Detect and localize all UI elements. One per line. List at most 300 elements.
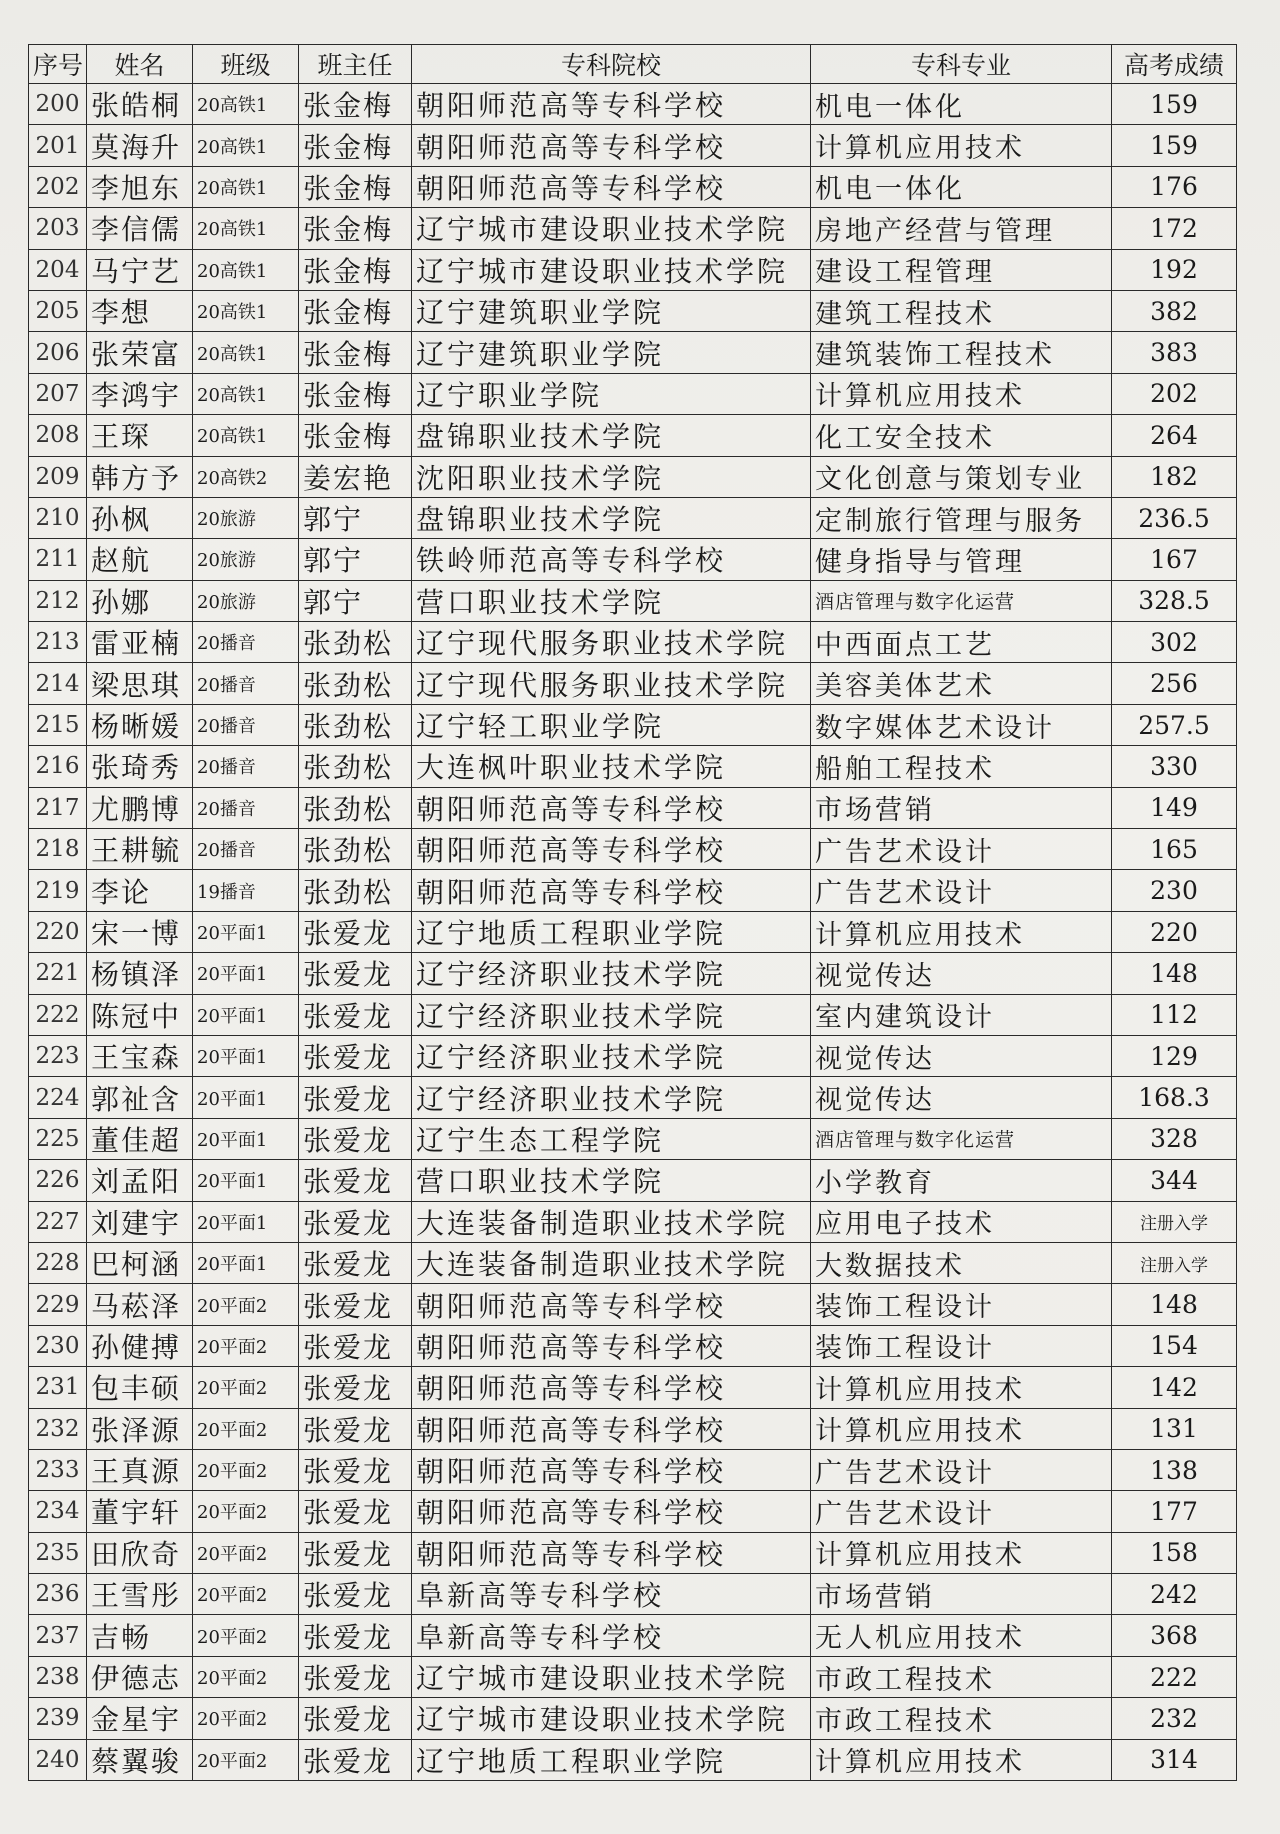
row-major: 无人机应用技术 xyxy=(811,1615,1112,1656)
row-school: 辽宁建筑职业学院 xyxy=(412,290,811,331)
row-class: 20高铁1 xyxy=(193,290,299,331)
row-major: 计算机应用技术 xyxy=(811,1408,1112,1449)
row-score: 328 xyxy=(1112,1118,1237,1159)
table-body xyxy=(29,84,1237,1781)
row-major: 定制旅行管理与服务 xyxy=(811,497,1112,538)
row-teacher: 张金梅 xyxy=(299,290,412,331)
row-class: 20平面1 xyxy=(193,1077,299,1118)
row-score: 168.3 xyxy=(1112,1077,1237,1118)
row-school: 盘锦职业技术学院 xyxy=(412,497,811,538)
row-name: 梁思琪 xyxy=(87,663,193,704)
row-school: 大连装备制造职业技术学院 xyxy=(412,1242,811,1283)
row-class: 20平面1 xyxy=(193,911,299,952)
row-class: 20高铁1 xyxy=(193,84,299,125)
row-score: 264 xyxy=(1112,415,1237,456)
row-teacher: 张劲松 xyxy=(299,622,412,663)
row-name: 张皓桐 xyxy=(87,84,193,125)
row-major: 船舶工程技术 xyxy=(811,746,1112,787)
row-major: 建筑工程技术 xyxy=(811,290,1112,331)
row-score: 167 xyxy=(1112,539,1237,580)
row-class: 20平面1 xyxy=(193,1160,299,1201)
row-score: 257.5 xyxy=(1112,704,1237,745)
row-name: 张泽源 xyxy=(87,1408,193,1449)
row-school: 朝阳师范高等专科学校 xyxy=(412,1367,811,1408)
row-major: 广告艺术设计 xyxy=(811,1491,1112,1532)
row-seq: 232 xyxy=(29,1408,87,1449)
row-class: 20高铁1 xyxy=(193,208,299,249)
row-seq: 213 xyxy=(29,622,87,663)
row-seq: 217 xyxy=(29,787,87,828)
row-class: 20高铁1 xyxy=(193,249,299,290)
row-class: 20平面2 xyxy=(193,1408,299,1449)
row-name: 李信儒 xyxy=(87,208,193,249)
row-seq: 214 xyxy=(29,663,87,704)
row-score: 129 xyxy=(1112,1035,1237,1076)
table-row xyxy=(29,870,1237,911)
table-row xyxy=(29,1574,1237,1615)
table-row xyxy=(29,1035,1237,1076)
row-score: 202 xyxy=(1112,373,1237,414)
row-school: 朝阳师范高等专科学校 xyxy=(412,829,811,870)
row-major: 计算机应用技术 xyxy=(811,911,1112,952)
row-school: 辽宁城市建设职业技术学院 xyxy=(412,249,811,290)
row-class: 20平面1 xyxy=(193,1035,299,1076)
row-score: 328.5 xyxy=(1112,580,1237,621)
row-class: 20平面2 xyxy=(193,1449,299,1490)
row-major: 中西面点工艺 xyxy=(811,622,1112,663)
row-school: 辽宁城市建设职业技术学院 xyxy=(412,1656,811,1697)
row-name: 莫海升 xyxy=(87,125,193,166)
table-row xyxy=(29,953,1237,994)
row-major: 机电一体化 xyxy=(811,166,1112,207)
row-teacher: 张爱龙 xyxy=(299,1449,412,1490)
row-score: 148 xyxy=(1112,953,1237,994)
row-major: 视觉传达 xyxy=(811,1035,1112,1076)
row-teacher: 张爱龙 xyxy=(299,1284,412,1325)
row-score: 148 xyxy=(1112,1284,1237,1325)
row-class: 20播音 xyxy=(193,746,299,787)
row-teacher: 张爱龙 xyxy=(299,1201,412,1242)
row-score: 314 xyxy=(1112,1739,1237,1780)
row-class: 20平面2 xyxy=(193,1739,299,1780)
row-score: 383 xyxy=(1112,332,1237,373)
row-seq: 200 xyxy=(29,84,87,125)
table-row xyxy=(29,1242,1237,1283)
row-class: 20平面2 xyxy=(193,1656,299,1697)
row-name: 雷亚楠 xyxy=(87,622,193,663)
row-name: 吉畅 xyxy=(87,1615,193,1656)
row-class: 20播音 xyxy=(193,704,299,745)
row-score: 176 xyxy=(1112,166,1237,207)
row-major: 酒店管理与数字化运营 xyxy=(811,1118,1112,1159)
row-school: 阜新高等专科学校 xyxy=(412,1574,811,1615)
row-teacher: 张劲松 xyxy=(299,787,412,828)
row-major: 市场营销 xyxy=(811,1574,1112,1615)
row-school: 辽宁地质工程职业学院 xyxy=(412,1739,811,1780)
row-score: 165 xyxy=(1112,829,1237,870)
row-class: 20平面1 xyxy=(193,994,299,1035)
row-school: 阜新高等专科学校 xyxy=(412,1615,811,1656)
table-row xyxy=(29,1325,1237,1366)
table-row xyxy=(29,829,1237,870)
row-major: 计算机应用技术 xyxy=(811,1367,1112,1408)
row-school: 朝阳师范高等专科学校 xyxy=(412,870,811,911)
row-score: 138 xyxy=(1112,1449,1237,1490)
row-seq: 209 xyxy=(29,456,87,497)
row-major: 广告艺术设计 xyxy=(811,829,1112,870)
row-school: 朝阳师范高等专科学校 xyxy=(412,84,811,125)
row-name: 王琛 xyxy=(87,415,193,456)
row-seq: 219 xyxy=(29,870,87,911)
row-school: 辽宁生态工程学院 xyxy=(412,1118,811,1159)
row-seq: 238 xyxy=(29,1656,87,1697)
row-teacher: 张爱龙 xyxy=(299,1615,412,1656)
row-seq: 228 xyxy=(29,1242,87,1283)
row-class: 19播音 xyxy=(193,870,299,911)
row-major: 健身指导与管理 xyxy=(811,539,1112,580)
row-class: 20播音 xyxy=(193,787,299,828)
row-name: 金星宇 xyxy=(87,1698,193,1739)
row-school: 朝阳师范高等专科学校 xyxy=(412,1284,811,1325)
row-seq: 211 xyxy=(29,539,87,580)
row-school: 辽宁现代服务职业技术学院 xyxy=(412,622,811,663)
row-teacher: 张金梅 xyxy=(299,84,412,125)
row-teacher: 姜宏艳 xyxy=(299,456,412,497)
row-score: 382 xyxy=(1112,290,1237,331)
table-row xyxy=(29,249,1237,290)
row-school: 沈阳职业技术学院 xyxy=(412,456,811,497)
row-score: 177 xyxy=(1112,1491,1237,1532)
row-school: 营口职业技术学院 xyxy=(412,580,811,621)
row-major: 计算机应用技术 xyxy=(811,125,1112,166)
row-major: 化工安全技术 xyxy=(811,415,1112,456)
row-school: 朝阳师范高等专科学校 xyxy=(412,787,811,828)
row-class: 20高铁1 xyxy=(193,332,299,373)
row-teacher: 张爱龙 xyxy=(299,1739,412,1780)
row-major: 市场营销 xyxy=(811,787,1112,828)
row-teacher: 张金梅 xyxy=(299,373,412,414)
row-name: 杨晰媛 xyxy=(87,704,193,745)
row-major: 数字媒体艺术设计 xyxy=(811,704,1112,745)
row-name: 孙健搏 xyxy=(87,1325,193,1366)
row-seq: 233 xyxy=(29,1449,87,1490)
row-score: 192 xyxy=(1112,249,1237,290)
row-school: 盘锦职业技术学院 xyxy=(412,415,811,456)
row-school: 辽宁职业学院 xyxy=(412,373,811,414)
row-teacher: 张爱龙 xyxy=(299,1574,412,1615)
row-name: 马菘泽 xyxy=(87,1284,193,1325)
header-score: 高考成绩 xyxy=(1112,45,1237,84)
row-name: 郭祉含 xyxy=(87,1077,193,1118)
row-class: 20平面2 xyxy=(193,1532,299,1573)
row-score: 159 xyxy=(1112,84,1237,125)
table-row xyxy=(29,208,1237,249)
table-row xyxy=(29,125,1237,166)
row-teacher: 郭宁 xyxy=(299,497,412,538)
row-score: 368 xyxy=(1112,1615,1237,1656)
header-major: 专科专业 xyxy=(811,45,1112,84)
row-school: 辽宁建筑职业学院 xyxy=(412,332,811,373)
row-major: 美容美体艺术 xyxy=(811,663,1112,704)
row-teacher: 张爱龙 xyxy=(299,1160,412,1201)
row-name: 董宇轩 xyxy=(87,1491,193,1532)
row-name: 李想 xyxy=(87,290,193,331)
table-row xyxy=(29,580,1237,621)
row-teacher: 郭宁 xyxy=(299,539,412,580)
header-school: 专科院校 xyxy=(412,45,811,84)
row-class: 20播音 xyxy=(193,622,299,663)
row-school: 辽宁现代服务职业技术学院 xyxy=(412,663,811,704)
row-major: 视觉传达 xyxy=(811,953,1112,994)
row-seq: 218 xyxy=(29,829,87,870)
row-seq: 227 xyxy=(29,1201,87,1242)
table-row xyxy=(29,84,1237,125)
row-major: 广告艺术设计 xyxy=(811,1449,1112,1490)
table-row xyxy=(29,1201,1237,1242)
row-class: 20平面2 xyxy=(193,1325,299,1366)
table-row xyxy=(29,1449,1237,1490)
row-score: 158 xyxy=(1112,1532,1237,1573)
table-row xyxy=(29,1739,1237,1780)
table-row xyxy=(29,1284,1237,1325)
row-school: 朝阳师范高等专科学校 xyxy=(412,1491,811,1532)
row-school: 铁岭师范高等专科学校 xyxy=(412,539,811,580)
table-row xyxy=(29,911,1237,952)
row-name: 杨镇泽 xyxy=(87,953,193,994)
row-seq: 225 xyxy=(29,1118,87,1159)
table-row xyxy=(29,373,1237,414)
row-teacher: 张劲松 xyxy=(299,704,412,745)
row-major: 室内建筑设计 xyxy=(811,994,1112,1035)
table-row xyxy=(29,1532,1237,1573)
row-school: 朝阳师范高等专科学校 xyxy=(412,1325,811,1366)
row-seq: 235 xyxy=(29,1532,87,1573)
row-class: 20平面2 xyxy=(193,1615,299,1656)
row-seq: 206 xyxy=(29,332,87,373)
row-seq: 222 xyxy=(29,994,87,1035)
row-teacher: 张劲松 xyxy=(299,663,412,704)
row-major: 市政工程技术 xyxy=(811,1656,1112,1697)
table-row xyxy=(29,1491,1237,1532)
row-name: 董佳超 xyxy=(87,1118,193,1159)
row-major: 建筑装饰工程技术 xyxy=(811,332,1112,373)
row-name: 孙枫 xyxy=(87,497,193,538)
row-teacher: 张爱龙 xyxy=(299,1325,412,1366)
row-class: 20平面1 xyxy=(193,1201,299,1242)
row-name: 包丰硕 xyxy=(87,1367,193,1408)
row-name: 巴柯涵 xyxy=(87,1242,193,1283)
table-row xyxy=(29,1367,1237,1408)
row-name: 张琦秀 xyxy=(87,746,193,787)
row-seq: 201 xyxy=(29,125,87,166)
row-name: 陈冠中 xyxy=(87,994,193,1035)
row-major: 酒店管理与数字化运营 xyxy=(811,580,1112,621)
row-name: 尤鹏博 xyxy=(87,787,193,828)
table-row xyxy=(29,1077,1237,1118)
row-teacher: 张劲松 xyxy=(299,870,412,911)
table-row xyxy=(29,539,1237,580)
row-major: 文化创意与策划专业 xyxy=(811,456,1112,497)
row-seq: 230 xyxy=(29,1325,87,1366)
row-major: 大数据技术 xyxy=(811,1242,1112,1283)
row-score: 236.5 xyxy=(1112,497,1237,538)
row-name: 马宁艺 xyxy=(87,249,193,290)
row-major: 广告艺术设计 xyxy=(811,870,1112,911)
row-class: 20高铁1 xyxy=(193,373,299,414)
row-school: 辽宁经济职业技术学院 xyxy=(412,994,811,1035)
row-teacher: 张爱龙 xyxy=(299,1242,412,1283)
row-teacher: 张爱龙 xyxy=(299,1656,412,1697)
row-score: 149 xyxy=(1112,787,1237,828)
row-name: 李论 xyxy=(87,870,193,911)
table-row xyxy=(29,1656,1237,1697)
table-row xyxy=(29,332,1237,373)
row-class: 20平面2 xyxy=(193,1574,299,1615)
row-school: 辽宁经济职业技术学院 xyxy=(412,1077,811,1118)
row-name: 李旭东 xyxy=(87,166,193,207)
header-class: 班级 xyxy=(193,45,299,84)
row-score: 230 xyxy=(1112,870,1237,911)
row-teacher: 郭宁 xyxy=(299,580,412,621)
table-row xyxy=(29,787,1237,828)
table-row xyxy=(29,456,1237,497)
table-header-row xyxy=(29,45,1237,84)
row-teacher: 张劲松 xyxy=(299,829,412,870)
row-score: 302 xyxy=(1112,622,1237,663)
row-school: 辽宁地质工程职业学院 xyxy=(412,911,811,952)
row-teacher: 张爱龙 xyxy=(299,994,412,1035)
table-row xyxy=(29,1160,1237,1201)
row-school: 朝阳师范高等专科学校 xyxy=(412,1532,811,1573)
row-seq: 223 xyxy=(29,1035,87,1076)
row-score: 159 xyxy=(1112,125,1237,166)
row-seq: 226 xyxy=(29,1160,87,1201)
row-seq: 207 xyxy=(29,373,87,414)
row-school: 朝阳师范高等专科学校 xyxy=(412,1449,811,1490)
table-row xyxy=(29,663,1237,704)
row-school: 营口职业技术学院 xyxy=(412,1160,811,1201)
row-teacher: 张爱龙 xyxy=(299,953,412,994)
row-class: 20播音 xyxy=(193,829,299,870)
table-row xyxy=(29,704,1237,745)
row-class: 20高铁1 xyxy=(193,125,299,166)
row-seq: 237 xyxy=(29,1615,87,1656)
row-score: 172 xyxy=(1112,208,1237,249)
row-seq: 216 xyxy=(29,746,87,787)
row-major: 计算机应用技术 xyxy=(811,373,1112,414)
row-class: 20旅游 xyxy=(193,497,299,538)
row-seq: 221 xyxy=(29,953,87,994)
row-score: 182 xyxy=(1112,456,1237,497)
row-class: 20高铁1 xyxy=(193,166,299,207)
row-name: 蔡翼骏 xyxy=(87,1739,193,1780)
row-class: 20平面2 xyxy=(193,1491,299,1532)
row-score: 154 xyxy=(1112,1325,1237,1366)
row-school: 辽宁经济职业技术学院 xyxy=(412,1035,811,1076)
row-teacher: 张爱龙 xyxy=(299,1077,412,1118)
row-score: 112 xyxy=(1112,994,1237,1035)
table-row xyxy=(29,166,1237,207)
row-class: 20平面2 xyxy=(193,1284,299,1325)
row-major: 视觉传达 xyxy=(811,1077,1112,1118)
row-name: 赵航 xyxy=(87,539,193,580)
row-teacher: 张爱龙 xyxy=(299,1118,412,1159)
row-major: 机电一体化 xyxy=(811,84,1112,125)
row-teacher: 张爱龙 xyxy=(299,1408,412,1449)
row-seq: 210 xyxy=(29,497,87,538)
table-row xyxy=(29,1408,1237,1449)
row-name: 刘建宇 xyxy=(87,1201,193,1242)
header-seq: 序号 xyxy=(29,45,87,84)
row-seq: 234 xyxy=(29,1491,87,1532)
row-major: 装饰工程设计 xyxy=(811,1325,1112,1366)
table-row xyxy=(29,497,1237,538)
row-major: 建设工程管理 xyxy=(811,249,1112,290)
row-seq: 231 xyxy=(29,1367,87,1408)
row-score: 注册入学 xyxy=(1112,1242,1237,1283)
row-teacher: 张金梅 xyxy=(299,166,412,207)
row-seq: 224 xyxy=(29,1077,87,1118)
row-teacher: 张爱龙 xyxy=(299,1532,412,1573)
row-name: 韩方予 xyxy=(87,456,193,497)
table-row xyxy=(29,622,1237,663)
row-major: 装饰工程设计 xyxy=(811,1284,1112,1325)
row-name: 孙娜 xyxy=(87,580,193,621)
row-seq: 203 xyxy=(29,208,87,249)
row-score: 131 xyxy=(1112,1408,1237,1449)
row-class: 20高铁1 xyxy=(193,415,299,456)
row-school: 辽宁轻工职业学院 xyxy=(412,704,811,745)
row-teacher: 张金梅 xyxy=(299,208,412,249)
row-school: 大连装备制造职业技术学院 xyxy=(412,1201,811,1242)
row-name: 伊德志 xyxy=(87,1656,193,1697)
table-row xyxy=(29,1615,1237,1656)
row-name: 王耕毓 xyxy=(87,829,193,870)
row-school: 朝阳师范高等专科学校 xyxy=(412,166,811,207)
row-school: 辽宁城市建设职业技术学院 xyxy=(412,208,811,249)
row-score: 142 xyxy=(1112,1367,1237,1408)
row-teacher: 张爱龙 xyxy=(299,1035,412,1076)
row-name: 张荣富 xyxy=(87,332,193,373)
row-class: 20平面1 xyxy=(193,953,299,994)
row-seq: 212 xyxy=(29,580,87,621)
row-school: 辽宁城市建设职业技术学院 xyxy=(412,1698,811,1739)
row-class: 20平面1 xyxy=(193,1242,299,1283)
row-teacher: 张金梅 xyxy=(299,249,412,290)
row-seq: 215 xyxy=(29,704,87,745)
row-name: 王宝森 xyxy=(87,1035,193,1076)
header-teacher: 班主任 xyxy=(299,45,412,84)
row-class: 20平面2 xyxy=(193,1698,299,1739)
row-class: 20旅游 xyxy=(193,580,299,621)
admission-table xyxy=(28,44,1237,1781)
row-seq: 239 xyxy=(29,1698,87,1739)
table-row xyxy=(29,1118,1237,1159)
row-seq: 236 xyxy=(29,1574,87,1615)
row-major: 小学教育 xyxy=(811,1160,1112,1201)
row-seq: 208 xyxy=(29,415,87,456)
row-seq: 220 xyxy=(29,911,87,952)
row-seq: 205 xyxy=(29,290,87,331)
row-teacher: 张爱龙 xyxy=(299,911,412,952)
row-teacher: 张金梅 xyxy=(299,125,412,166)
row-name: 王雪彤 xyxy=(87,1574,193,1615)
row-school: 朝阳师范高等专科学校 xyxy=(412,125,811,166)
row-score: 222 xyxy=(1112,1656,1237,1697)
row-score: 232 xyxy=(1112,1698,1237,1739)
row-seq: 202 xyxy=(29,166,87,207)
row-teacher: 张爱龙 xyxy=(299,1367,412,1408)
